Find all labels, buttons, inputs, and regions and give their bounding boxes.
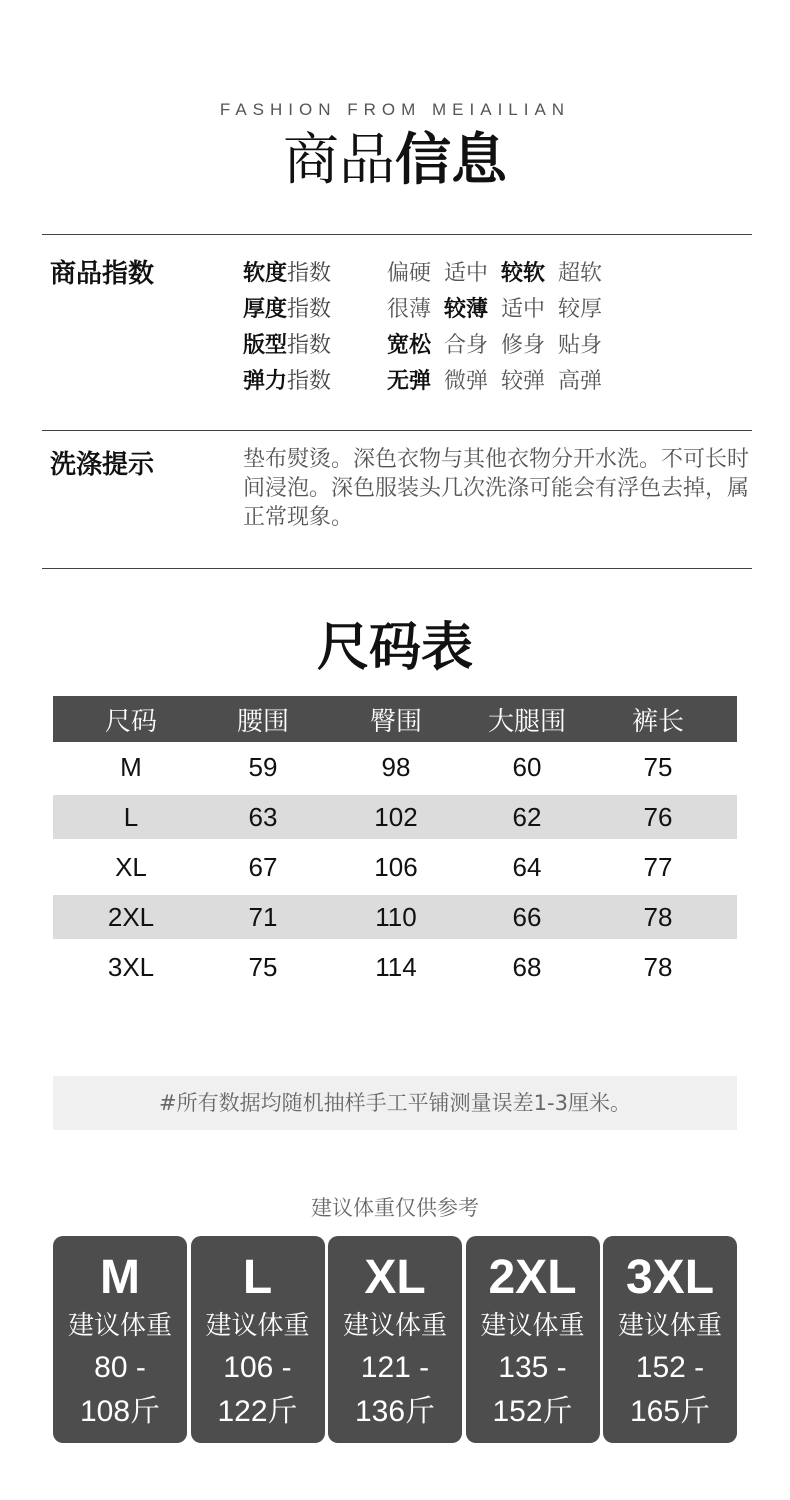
index-option: 很薄 xyxy=(387,296,432,322)
index-option: 高弹 xyxy=(558,368,603,394)
index-option: 偏硬 xyxy=(387,260,432,286)
index-option: 合身 xyxy=(444,332,489,358)
index-row xyxy=(243,253,615,289)
table-row xyxy=(53,795,737,839)
table-cell: 2XL xyxy=(107,901,155,932)
column-header: 大腿围 xyxy=(487,706,566,737)
brand-subtitle: FASHION FROM MEIAILIAN xyxy=(219,100,571,119)
card-range-line1: 106 - xyxy=(223,1351,292,1384)
weight-card xyxy=(603,1236,737,1443)
table-cell: 71 xyxy=(248,901,278,932)
card-label: 建议体重 xyxy=(617,1311,722,1341)
index-row xyxy=(243,361,615,397)
card-range-line1: 121 - xyxy=(360,1351,430,1384)
card-range-line2: 165斤 xyxy=(629,1395,711,1428)
index-label-bold: 弹力 xyxy=(243,368,288,394)
table-cell: M xyxy=(120,751,142,782)
index-option: 较厚 xyxy=(558,296,603,322)
table-cell: 3XL xyxy=(107,951,155,982)
table-cell: 75 xyxy=(643,751,673,782)
table-cell: 114 xyxy=(375,951,417,982)
table-cell: 68 xyxy=(512,951,542,982)
weight-caption: 建议体重仅供参考 xyxy=(311,1196,479,1220)
index-label-rest: 指数 xyxy=(287,368,332,394)
index-option: 适中 xyxy=(444,260,489,286)
index-label-rest: 指数 xyxy=(287,332,332,358)
card-size: 2XL xyxy=(488,1251,577,1304)
index-option: 微弹 xyxy=(444,368,489,394)
index-label xyxy=(243,292,387,323)
size-chart-title: 尺码表 xyxy=(316,618,473,678)
table-row xyxy=(53,842,737,892)
column-header: 裤长 xyxy=(631,706,684,737)
measurement-note: #所有数据均随机抽样手工平铺测量误差1-3厘米。 xyxy=(53,1076,737,1130)
index-option-selected: 无弹 xyxy=(387,368,432,394)
weight-cards xyxy=(53,1236,737,1443)
index-heading: 商品指数 xyxy=(50,259,155,289)
card-range-line1: 80 - xyxy=(94,1351,146,1384)
table-cell: XL xyxy=(115,851,147,882)
divider-middle xyxy=(42,430,752,431)
card-label: 建议体重 xyxy=(342,1311,447,1341)
index-label-bold: 软度 xyxy=(243,260,288,286)
table-cell: 59 xyxy=(248,751,278,782)
wash-text: 垫布熨烫。深色衣物与其他衣物分开水洗。不可长时间浸泡。深色服装头几次洗涤可能会有浮色去掉，属正常现象。 xyxy=(243,447,750,530)
card-size: XL xyxy=(364,1251,426,1304)
table-cell: 62 xyxy=(512,801,542,832)
table-cell: 60 xyxy=(512,751,542,782)
weight-card xyxy=(328,1236,462,1443)
index-label xyxy=(243,364,387,395)
index-row xyxy=(243,325,615,361)
table-cell: 110 xyxy=(375,901,417,932)
column-header: 臀围 xyxy=(369,706,422,737)
table-cell: 64 xyxy=(512,851,542,882)
card-range-line2: 108斤 xyxy=(79,1395,161,1428)
table-cell: 75 xyxy=(248,951,278,982)
card-range-line2: 122斤 xyxy=(217,1395,298,1428)
column-header: 尺码 xyxy=(104,706,157,737)
table-cell: 63 xyxy=(248,801,278,832)
index-option: 超软 xyxy=(558,260,603,286)
index-label-bold: 厚度 xyxy=(243,296,288,322)
index-label-rest: 指数 xyxy=(287,296,332,322)
page-title xyxy=(0,128,790,194)
card-size: 3XL xyxy=(625,1251,715,1304)
index-row xyxy=(243,289,615,325)
table-row xyxy=(53,942,737,992)
divider-bottom xyxy=(42,568,752,569)
size-table xyxy=(53,696,737,992)
size-table-header xyxy=(53,696,737,742)
index-option-selected: 宽松 xyxy=(387,332,432,358)
table-cell: 98 xyxy=(381,751,411,782)
wash-heading: 洗涤提示 xyxy=(50,450,155,480)
table-cell: 76 xyxy=(643,801,673,832)
table-cell: 78 xyxy=(643,951,673,982)
table-cell: 78 xyxy=(643,901,673,932)
index-label xyxy=(243,328,387,359)
weight-card xyxy=(191,1236,325,1443)
column-header: 腰围 xyxy=(236,706,289,737)
table-cell: 77 xyxy=(643,851,673,882)
index-option-selected: 较软 xyxy=(501,260,546,286)
index-option: 适中 xyxy=(501,296,546,322)
table-row xyxy=(53,742,737,792)
card-range-line1: 135 - xyxy=(498,1351,567,1384)
card-size: L xyxy=(242,1251,273,1304)
index-option-selected: 较薄 xyxy=(444,296,489,322)
card-range-line1: 152 - xyxy=(635,1351,705,1384)
table-cell: 102 xyxy=(374,801,418,832)
table-cell: 67 xyxy=(248,851,278,882)
index-option: 较弹 xyxy=(501,368,546,394)
card-size: M xyxy=(100,1251,140,1304)
card-range-line2: 136斤 xyxy=(354,1395,436,1428)
index-option: 贴身 xyxy=(558,332,603,358)
index-label xyxy=(243,256,387,287)
table-row xyxy=(53,895,737,939)
card-range-line2: 152斤 xyxy=(492,1395,573,1428)
card-label: 建议体重 xyxy=(480,1311,585,1341)
weight-card xyxy=(53,1236,187,1443)
card-label: 建议体重 xyxy=(205,1311,310,1341)
index-option: 修身 xyxy=(501,332,546,358)
index-label-bold: 版型 xyxy=(243,332,288,358)
index-table xyxy=(243,253,615,397)
divider-top xyxy=(42,234,752,235)
card-label: 建议体重 xyxy=(67,1311,172,1341)
title-light: 商品 xyxy=(283,128,395,193)
table-cell: 66 xyxy=(512,901,542,932)
table-cell: 106 xyxy=(374,851,418,882)
index-label-rest: 指数 xyxy=(287,260,332,286)
table-cell: L xyxy=(123,801,139,832)
title-bold: 信息 xyxy=(395,128,507,193)
weight-card xyxy=(466,1236,600,1443)
